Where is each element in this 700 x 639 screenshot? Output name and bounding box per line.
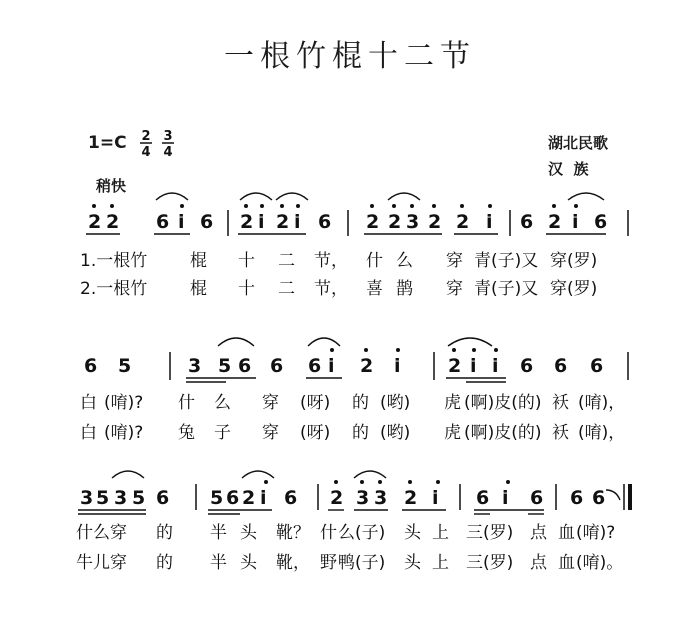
lyric: 么 — [214, 393, 231, 413]
lyric: 头 — [404, 553, 421, 573]
lyric: 鹊 — [396, 279, 413, 299]
note: 2 — [360, 355, 374, 377]
note: 6 — [308, 355, 322, 377]
note: 6 — [284, 487, 298, 509]
time-signature-2 — [162, 129, 174, 160]
attribution-ethnicity: 汉 族 — [548, 160, 589, 178]
note: 3 — [374, 487, 388, 509]
time-sig-bottom: 4 — [141, 145, 151, 160]
attribution-region: 湖北民歌 — [548, 134, 609, 152]
lyric: 2.一根竹 — [80, 279, 148, 299]
beams — [186, 378, 506, 382]
note: 2 — [548, 211, 562, 233]
lyric: 二 — [278, 279, 295, 299]
fermata-tail — [606, 490, 620, 500]
lyric: 血 — [558, 553, 575, 573]
note: 6 — [238, 355, 252, 377]
key-signature: 1=C — [88, 133, 127, 153]
octave-dots — [330, 348, 498, 352]
lyric: 穿 — [446, 251, 463, 271]
lyric: 什 — [366, 251, 383, 271]
time-sig-top: 3 — [163, 129, 173, 144]
lyric: 的 — [156, 553, 173, 573]
lyric: (唷)? — [104, 393, 144, 413]
lyric: 节， — [314, 251, 348, 271]
lyric: (呀) — [300, 393, 331, 413]
note: 3 — [356, 487, 370, 509]
lyric: (唷)? — [104, 423, 144, 443]
lyric: 穿 — [262, 423, 279, 443]
lyric: 袄 — [552, 423, 569, 443]
lyric: 靴， — [276, 553, 310, 573]
note: 6 — [270, 355, 284, 377]
lyric: 十 — [238, 251, 255, 271]
note: i — [260, 487, 267, 509]
note: 2 — [330, 487, 344, 509]
lyric: 点 — [530, 553, 547, 573]
note: 5 — [132, 487, 146, 509]
lyric: 十 — [238, 279, 255, 299]
page-title: 一根竹棍十二节 — [224, 39, 476, 74]
note: 5 — [218, 355, 232, 377]
slurs — [112, 471, 386, 478]
slurs — [218, 338, 492, 346]
note: 2 — [456, 211, 470, 233]
lyric: (哟) — [380, 423, 411, 443]
lyric: 血 — [558, 523, 575, 543]
note: 6 — [520, 211, 534, 233]
note: 6 — [554, 355, 568, 377]
note: 2 — [366, 211, 380, 233]
lyric: 野 — [320, 553, 337, 573]
lyric: 青(子)又 — [474, 279, 539, 299]
time-sig-bottom: 4 — [163, 145, 173, 160]
note: 6 — [156, 211, 170, 233]
lyric: (啊)皮(的) — [464, 393, 542, 413]
lyric: 1.一根竹 — [80, 251, 148, 271]
slurs — [156, 193, 604, 200]
lyric: 三(罗) — [466, 523, 514, 543]
system-2 — [80, 338, 628, 443]
lyric: (唷)， — [578, 393, 626, 413]
note: 6 — [318, 211, 332, 233]
note: 5 — [118, 355, 132, 377]
lyric: 穿(罗) — [550, 279, 598, 299]
lyric: 靴？ — [276, 523, 310, 543]
lyric: 节， — [314, 279, 348, 299]
lyric: (啊)皮(的) — [464, 423, 542, 443]
note: 3 — [114, 487, 128, 509]
note: 6 — [156, 487, 170, 509]
lyric: (唷)? — [576, 523, 616, 543]
note: i — [572, 211, 579, 233]
note: 6 — [590, 355, 604, 377]
note: i — [470, 355, 477, 377]
note: 6 — [570, 487, 584, 509]
lyric: 虎 — [444, 423, 461, 443]
lyric: (哟) — [380, 393, 411, 413]
note: 5 — [210, 487, 224, 509]
lyric: 穿(罗) — [550, 251, 598, 271]
note: 6 — [530, 487, 544, 509]
lyric: 穿 — [262, 393, 279, 413]
lyric: 棍 — [190, 279, 207, 299]
lyric: 的 — [352, 393, 369, 413]
note: 2 — [276, 211, 290, 233]
note: 2 — [448, 355, 462, 377]
note: i — [486, 211, 493, 233]
note: 2 — [242, 487, 256, 509]
lyric: 的 — [352, 423, 369, 443]
note: i — [432, 487, 439, 509]
time-sig-top: 2 — [141, 129, 151, 144]
lyric: 上 — [432, 523, 449, 543]
lyric: 上 — [432, 553, 449, 573]
lyric: (呀) — [300, 423, 331, 443]
lyric: 喜 — [366, 279, 383, 299]
note: 2 — [428, 211, 442, 233]
lyric: 虎 — [444, 393, 461, 413]
lyric: 白 — [80, 393, 97, 413]
note: 6 — [594, 211, 608, 233]
note: 6 — [226, 487, 240, 509]
lyric: 半 — [210, 553, 227, 573]
lyric: 牛儿穿 — [76, 553, 127, 573]
lyric: 穿 — [446, 279, 463, 299]
lyric: 头 — [240, 553, 257, 573]
lyric: 么(子) — [338, 523, 386, 543]
note: 5 — [96, 487, 110, 509]
beams — [78, 510, 544, 514]
tempo-marking: 稍快 — [96, 177, 127, 195]
lyric: 半 — [210, 523, 227, 543]
lyric: 兔 — [178, 423, 195, 443]
note: i — [328, 355, 335, 377]
note: 6 — [592, 487, 606, 509]
note: 2 — [388, 211, 402, 233]
lyric: 什 — [178, 393, 195, 413]
lyric: (唷)。 — [576, 553, 624, 573]
lyric: 白 — [80, 423, 97, 443]
lyric: 头 — [404, 523, 421, 543]
note: 3 — [406, 211, 420, 233]
note: i — [502, 487, 509, 509]
note: i — [178, 211, 185, 233]
lyric: 什 — [320, 523, 337, 543]
lyric: (唷)， — [578, 423, 626, 443]
lyric: 二 — [278, 251, 295, 271]
lyric: 头 — [240, 523, 257, 543]
note: i — [258, 211, 265, 233]
lyric: 鸭(子) — [338, 553, 386, 573]
lyric: 点 — [530, 523, 547, 543]
note: i — [394, 355, 401, 377]
system-1 — [80, 193, 628, 299]
lyric: 么 — [396, 251, 413, 271]
lyric: 青(子)又 — [474, 251, 539, 271]
lyric: 的 — [156, 523, 173, 543]
note: 6 — [200, 211, 214, 233]
lyric: 袄 — [552, 393, 569, 413]
note: 6 — [520, 355, 534, 377]
octave-dots — [92, 204, 578, 208]
note: 2 — [106, 211, 120, 233]
time-signature-1 — [140, 129, 152, 160]
note: 3 — [80, 487, 94, 509]
note: 2 — [240, 211, 254, 233]
note: 2 — [88, 211, 102, 233]
octave-dots — [264, 480, 510, 484]
lyric: 子 — [214, 423, 231, 443]
note: 2 — [404, 487, 418, 509]
note: 6 — [84, 355, 98, 377]
note: 6 — [476, 487, 490, 509]
system-3 — [76, 471, 630, 573]
lyric: 什么穿 — [76, 523, 127, 543]
note: 3 — [188, 355, 202, 377]
note: i — [492, 355, 499, 377]
lyric: 棍 — [190, 251, 207, 271]
lyric: 三(罗) — [466, 553, 514, 573]
note: i — [294, 211, 301, 233]
